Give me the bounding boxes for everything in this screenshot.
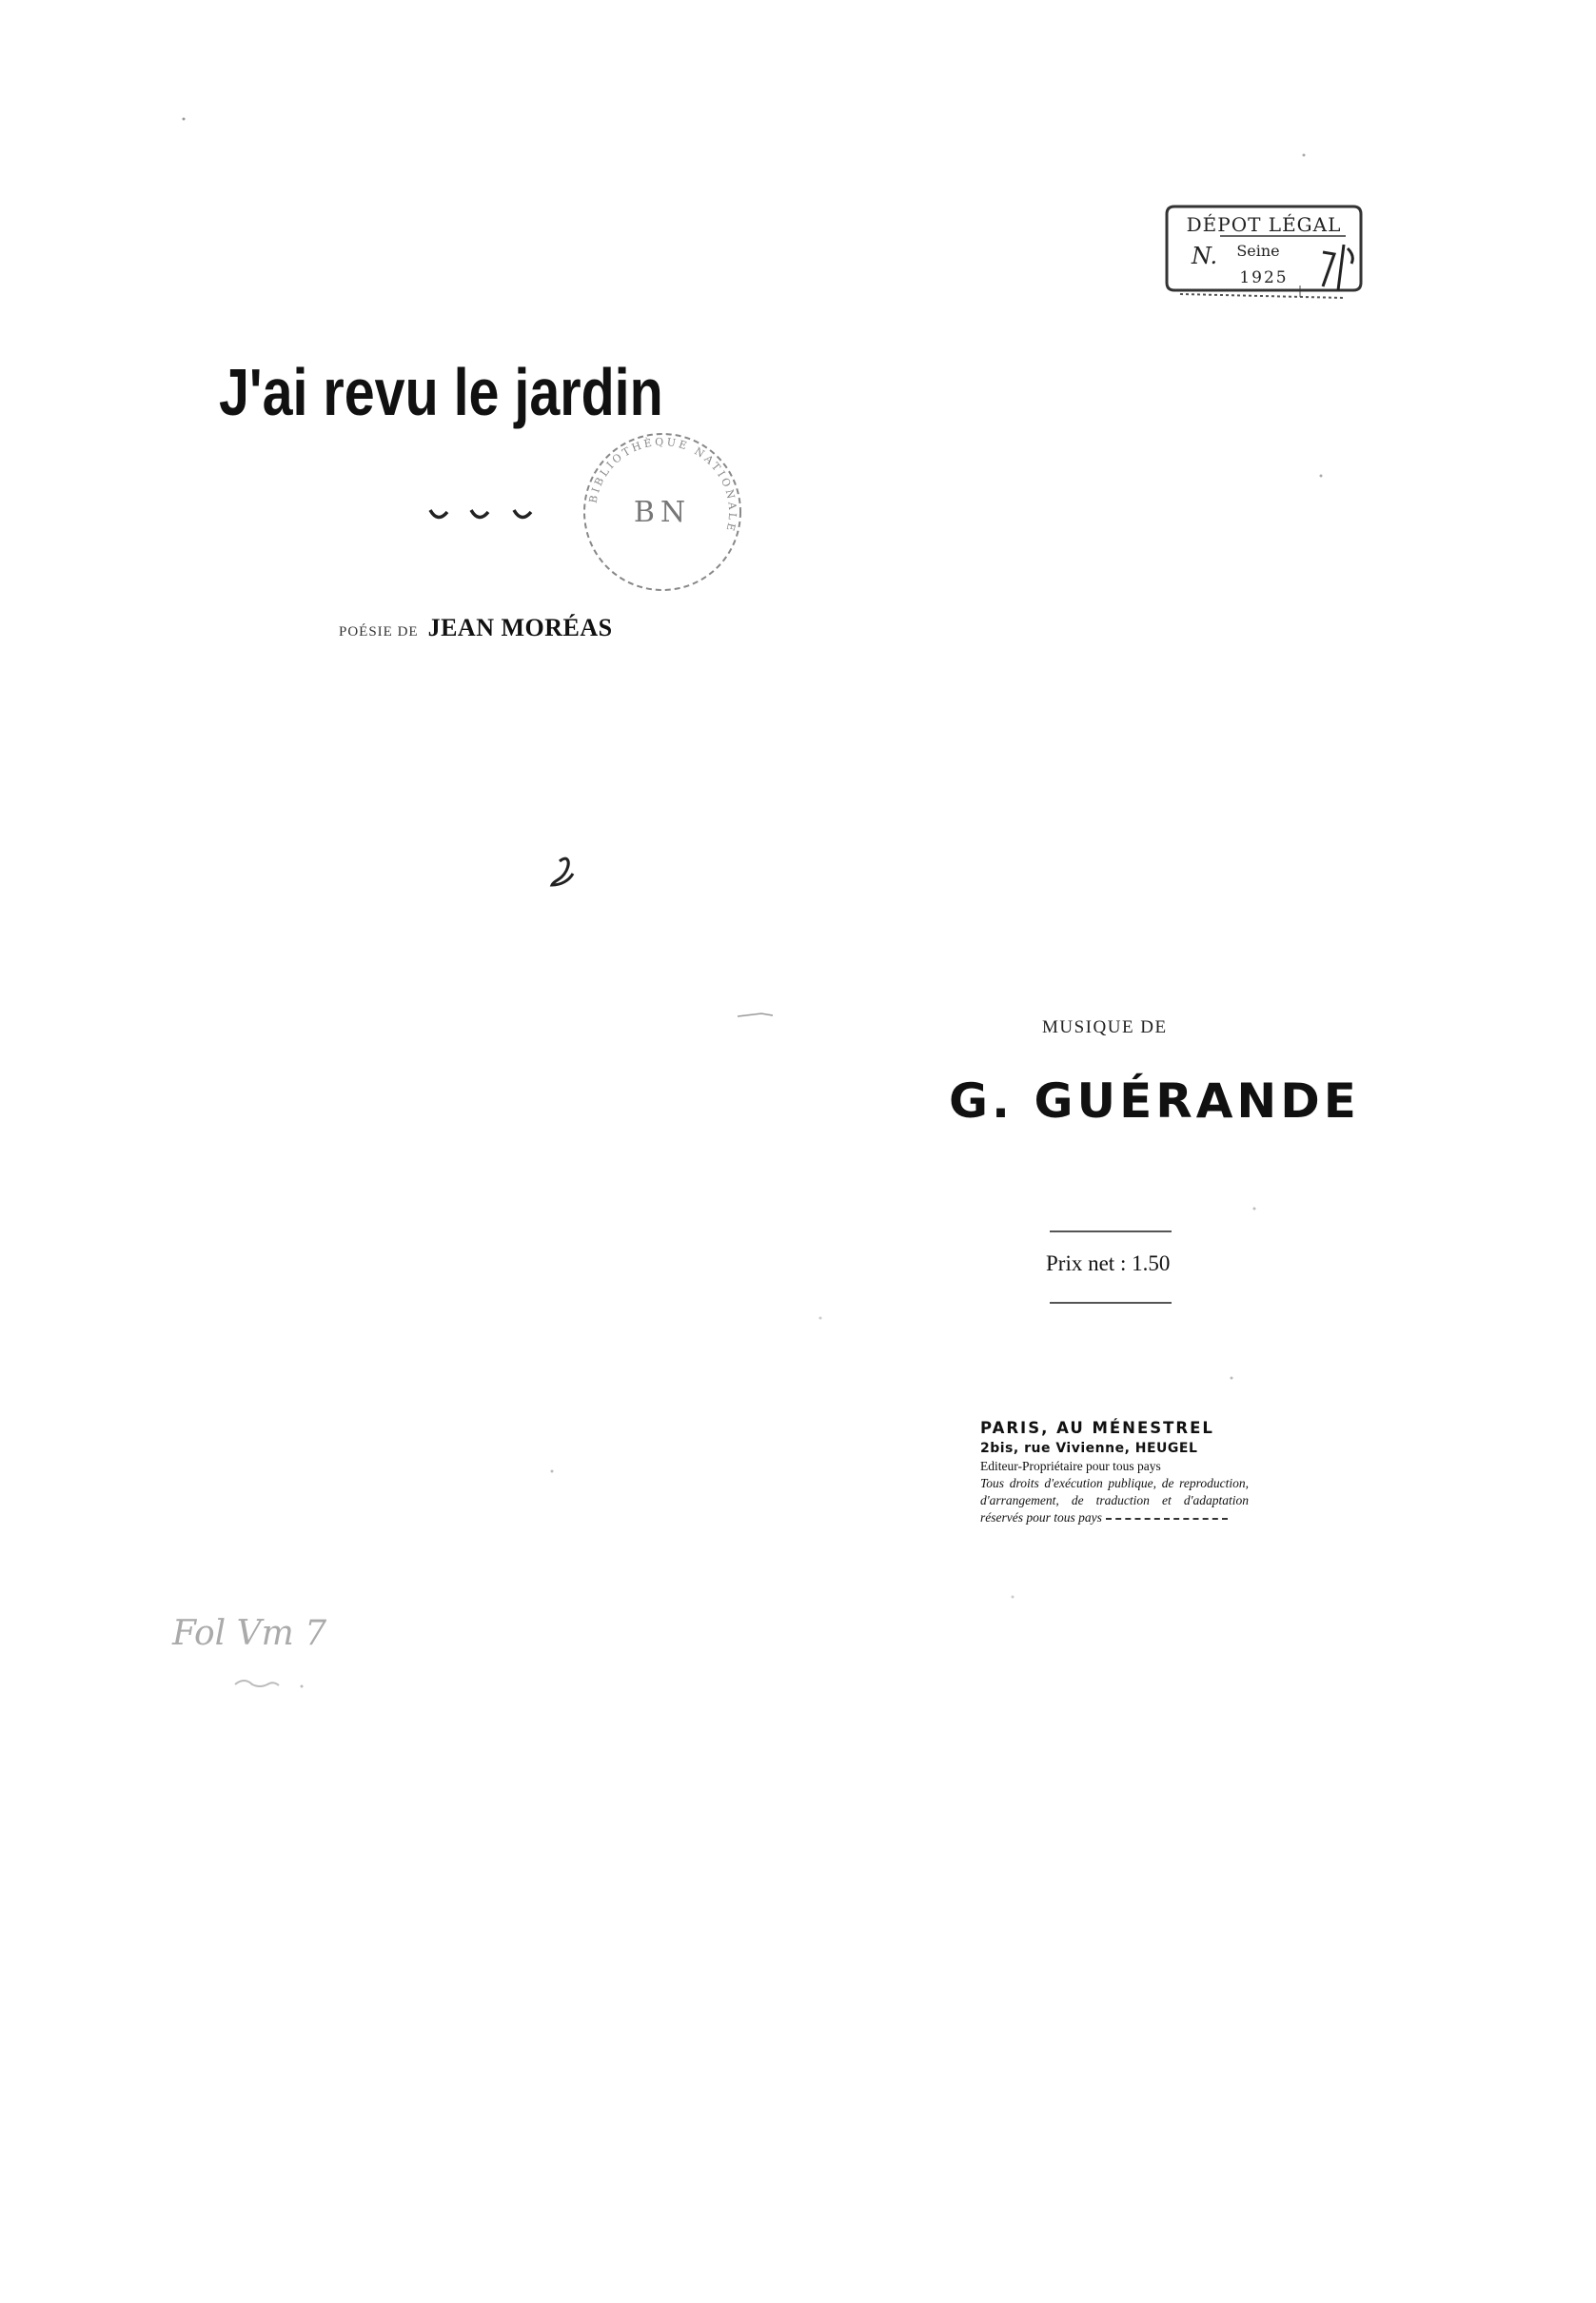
- library-stamp-ring-text: BIBLIOTHÈQUE NATIONALE: [586, 435, 739, 535]
- page-title: J'ai revu le jardin: [219, 355, 663, 429]
- publisher-rights-text: Tous droits d'exécution publique, de reproduction, d'arrangement, de traduction et d'adaptation réservés pour tous pays: [980, 1476, 1249, 1525]
- publisher-block: [980, 1418, 1249, 1526]
- price-top-rule: [1050, 1230, 1172, 1232]
- publisher-address: 2bis, rue Vivienne, HEUGEL: [980, 1441, 1198, 1456]
- handwritten-shelfmark: [168, 1593, 330, 1698]
- depot-legal-stamp: [1163, 195, 1369, 309]
- publisher-city: PARIS, AU MÉNESTREL: [980, 1419, 1214, 1437]
- publisher-rights: [980, 1475, 1249, 1526]
- poet-label: POÉSIE DE: [339, 624, 419, 640]
- poet-credit: [339, 614, 613, 642]
- poet-name: JEAN MORÉAS: [427, 614, 613, 641]
- music-label: MUSIQUE DE: [1042, 1017, 1168, 1037]
- publisher-role: Editeur-Propriétaire pour tous pays: [980, 1459, 1161, 1473]
- price-bottom-rule: [1050, 1302, 1172, 1304]
- depot-legal-handwriting: N.: [1192, 243, 1218, 269]
- shelfmark-text: Fol Vm 7: [172, 1614, 327, 1653]
- depot-legal-region: Seine: [1236, 242, 1280, 260]
- library-stamp: [577, 426, 748, 598]
- ornament-icon: [428, 501, 547, 525]
- library-stamp-initials: BN: [633, 496, 692, 529]
- depot-legal-heading: DÉPOT LÉGAL: [1186, 213, 1342, 236]
- price: Prix net : 1.50: [1046, 1251, 1171, 1275]
- composer-name: G. GUÉRANDE: [949, 1073, 1360, 1129]
- rights-dash-tail: [1106, 1518, 1228, 1520]
- depot-legal-year: 1925: [1239, 268, 1289, 287]
